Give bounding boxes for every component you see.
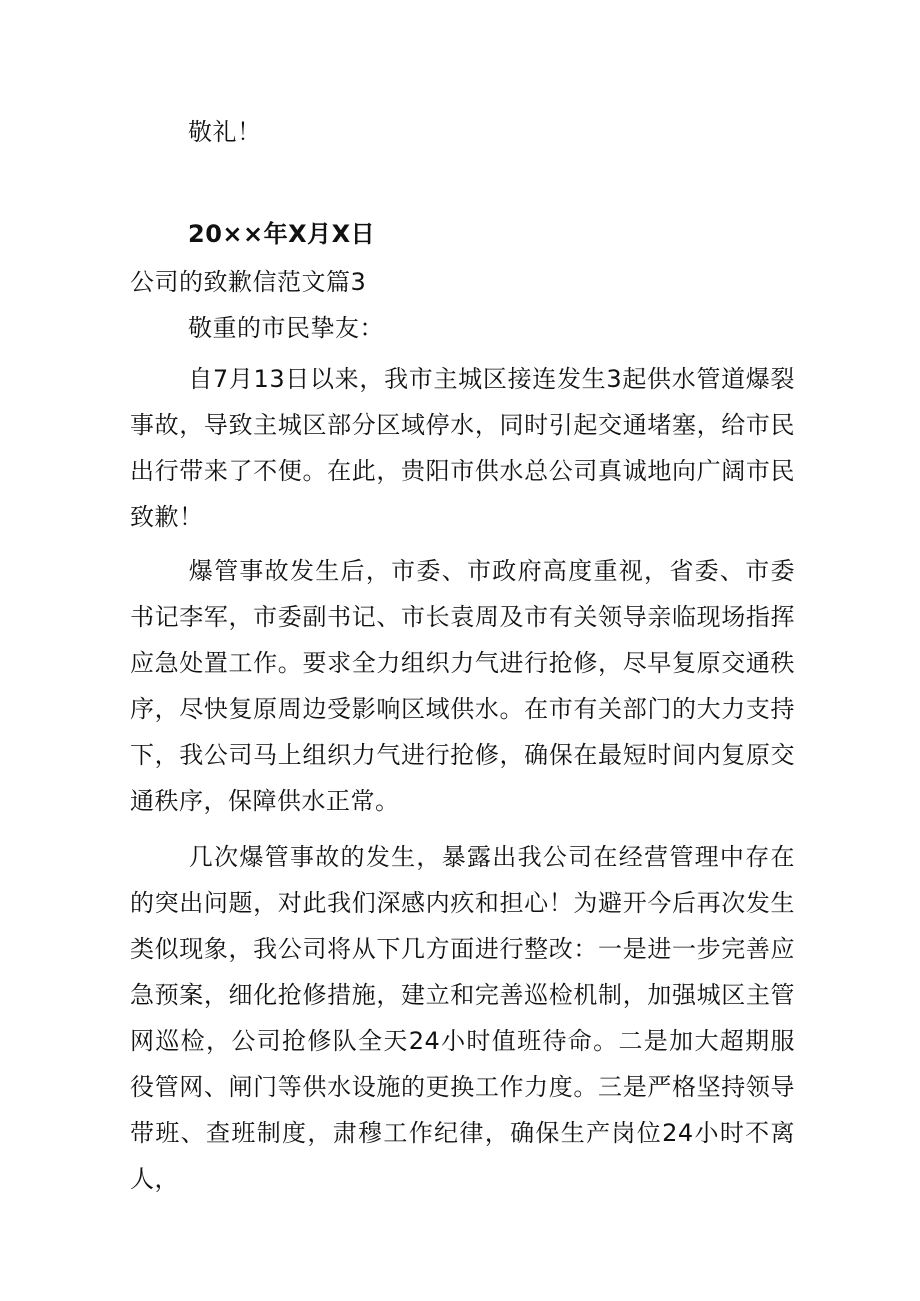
paragraph-text: 几次爆管事故的发生，暴露出我公司在经营管理中存在的突出问题，对此我们深感内疚和担心！为避开今后再次发生类似现象，我公司将从下几方面进行整改：一是进一步完善应急预案，细化抢修措施，建立和完善巡检机制，加强城区主管网巡检，公司抢修队全天24小时值班待命。二是加大超期服役管网、闸门等供水设施的更换工作力度。三是严格坚持领导带班、查班制度，肃穆工作纪律，确保生产岗位24小时不离人， bbox=[130, 843, 795, 1193]
section-heading: 公司的致歉信范文篇3 bbox=[130, 268, 367, 296]
letter-closing: 敬礼！ bbox=[188, 118, 262, 146]
letter-date: 20××年X月X日 bbox=[188, 220, 376, 248]
paragraph-text: 爆管事故发生后，市委、市政府高度重视，省委、市委书记李军，市委副书记、市长袁周及市有关领导亲临现场指挥应急处置工作。要求全力组织力气进行抢修，尽早复原交通秩序，尽快复原周边受影响区域供水。在市有关部门的大力支持下，我公司马上组织力气进行抢修，确保在最短时间内复原交通秩序，保障供水正常。 bbox=[130, 557, 795, 815]
paragraph-text: 自7月13日以来，我市主城区接连发生3起供水管道爆裂事故，导致主城区部分区域停水，同时引起交通堵塞，给市民出行带来了不便。在此，贵阳市供水总公司真诚地向广阔市民致歉！ bbox=[130, 365, 795, 531]
letter-salutation: 敬重的市民挚友： bbox=[188, 314, 384, 342]
paragraph bbox=[130, 548, 795, 824]
paragraph bbox=[130, 356, 795, 540]
paragraph bbox=[130, 834, 795, 1202]
